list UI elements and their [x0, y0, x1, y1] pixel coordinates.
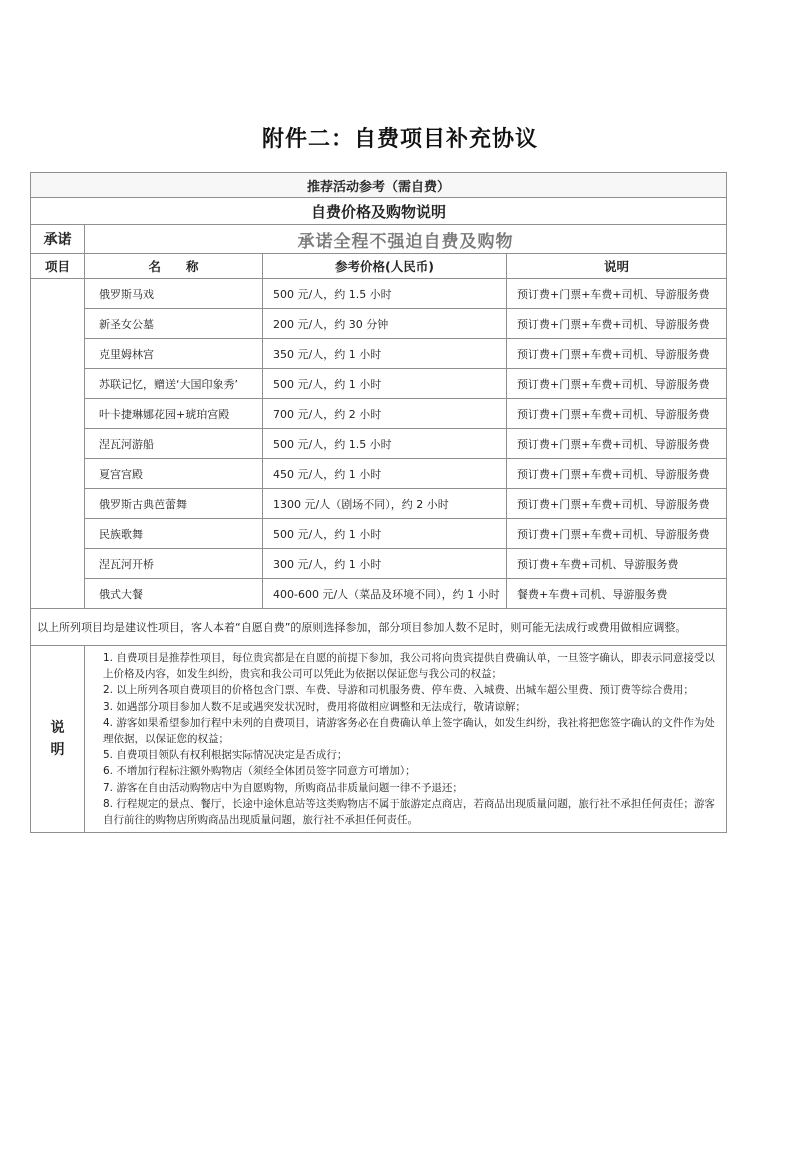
item-note: 预订费+门票+车费+司机、导游服务费	[507, 279, 727, 309]
item-note: 预订费+门票+车费+司机、导游服务费	[507, 489, 727, 519]
item-note: 预订费+车费+司机、导游服务费	[507, 549, 727, 579]
item-price: 400-600 元/人（菜品及环境不同），约 1 小时	[263, 579, 507, 609]
table-row	[31, 579, 727, 609]
summary-row	[31, 609, 727, 646]
col-name-header: 名 称	[85, 254, 263, 279]
table-row	[31, 519, 727, 549]
item-note: 餐费+车费+司机、导游服务费	[507, 579, 727, 609]
col-item-header: 项目	[31, 254, 85, 279]
note-item: 1. 自费项目是推荐性项目，每位贵宾都是在自愿的前提下参加，我公司将向贵宾提供自费确认单，一旦签字确认，即表示同意接受以上价格及内容，如发生纠纷，贵宾和我公司可以凭此为依据以保证您与我公司的权益；	[103, 652, 715, 681]
item-price: 500 元/人，约 1.5 小时	[263, 429, 507, 459]
item-name: 新圣女公墓	[85, 309, 263, 339]
table-row	[31, 489, 727, 519]
summary-text: 以上所列项目均是建议性项目，客人本着“自愿自费”的原则选择参加，部分项目参加人数不足时，则可能无法成行或费用做相应调整。	[31, 609, 727, 646]
item-name: 涅瓦河游船	[85, 429, 263, 459]
item-note: 预订费+门票+车费+司机、导游服务费	[507, 369, 727, 399]
note-item: 5. 自费项目领队有权利根据实际情况决定是否成行；	[103, 749, 348, 762]
item-price: 700 元/人，约 2 小时	[263, 399, 507, 429]
item-name: 俄罗斯马戏	[85, 279, 263, 309]
column-header-row	[31, 254, 727, 279]
item-price: 350 元/人，约 1 小时	[263, 339, 507, 369]
item-name: 叶卡捷琳娜花园+琥珀宫殿	[85, 399, 263, 429]
item-price: 500 元/人，约 1.5 小时	[263, 279, 507, 309]
item-name: 苏联记忆，赠送‘大国印象秀’	[85, 369, 263, 399]
item-note: 预订费+门票+车费+司机、导游服务费	[507, 309, 727, 339]
item-price: 450 元/人，约 1 小时	[263, 459, 507, 489]
pledge-text: 承诺全程不强迫自费及购物	[85, 225, 727, 254]
item-price: 500 元/人，约 1 小时	[263, 519, 507, 549]
item-name: 民族歌舞	[85, 519, 263, 549]
notes-label	[31, 646, 85, 833]
item-note: 预订费+门票+车费+司机、导游服务费	[507, 519, 727, 549]
col-note-header: 说明	[507, 254, 727, 279]
table-header-row	[31, 173, 727, 198]
note-item: 8. 行程规定的景点、餐厅，长途中途休息站等这类购物店不属于旅游定点商店，若商品出现质量问题，旅行社不承担任何责任；游客自行前往的购物店所购商品出现质量问题，旅行社不承担任何责任。	[103, 797, 715, 827]
table-row	[31, 309, 727, 339]
pledge-label: 承诺	[31, 225, 85, 254]
item-price: 200 元/人，约 30 分钟	[263, 309, 507, 339]
item-price: 300 元/人，约 1 小时	[263, 549, 507, 579]
table-row	[31, 369, 727, 399]
document-title: 附件二：自费项目补充协议	[261, 127, 538, 152]
note-item: 2. 以上所列各项自费项目的价格包含门票、车费、导游和司机服务费、停车费、入城费、出城车超公里费、预订费等综合费用；	[103, 684, 694, 697]
note-item: 4. 游客如果希望参加行程中未列的自费项目，请游客务必在自费确认单上签字确认，如发生纠纷，我社将把您签字确认的文件作为处理依据，以保证您的权益；	[103, 716, 715, 746]
table-row	[31, 429, 727, 459]
table-row	[31, 339, 727, 369]
item-price: 1300 元/人（剧场不同），约 2 小时	[263, 489, 507, 519]
table-row	[31, 279, 727, 309]
item-note: 预订费+门票+车费+司机、导游服务费	[507, 399, 727, 429]
table-row	[31, 549, 727, 579]
note-item: 6. 不增加行程标注额外购物店（须经全体团员签字同意方可增加）；	[103, 765, 416, 778]
table-row	[31, 459, 727, 489]
item-name: 涅瓦河开桥	[85, 549, 263, 579]
notes-label-text: 说明	[50, 720, 65, 759]
pledge-row	[31, 225, 727, 254]
note-item: 3. 如遇部分项目参加人数不足或遇突发状况时，费用将做相应调整和无法成行，敬请谅解；	[103, 700, 526, 713]
item-name: 俄罗斯古典芭蕾舞	[85, 489, 263, 519]
item-price: 500 元/人，约 1 小时	[263, 369, 507, 399]
item-name: 俄式大餐	[85, 579, 263, 609]
table-subheader-row	[31, 198, 727, 225]
item-note: 预订费+门票+车费+司机、导游服务费	[507, 459, 727, 489]
header-price-shopping: 自费价格及购物说明	[31, 198, 727, 225]
item-note: 预订费+门票+车费+司机、导游服务费	[507, 429, 727, 459]
item-name: 克里姆林宫	[85, 339, 263, 369]
self-pay-table	[30, 172, 727, 833]
item-column-blank	[31, 279, 85, 609]
col-price-header: 参考价格(人民币)	[263, 254, 507, 279]
note-item: 7. 游客在自由活动购物店中为自愿购物，所购商品非质量问题一律不予退还；	[103, 781, 463, 794]
notes-row	[31, 646, 727, 833]
header-recommended: 推荐活动参考（需自费）	[31, 173, 727, 198]
notes-list	[85, 646, 727, 833]
item-note: 预订费+门票+车费+司机、导游服务费	[507, 339, 727, 369]
item-name: 夏宫宫殿	[85, 459, 263, 489]
table-row	[31, 399, 727, 429]
